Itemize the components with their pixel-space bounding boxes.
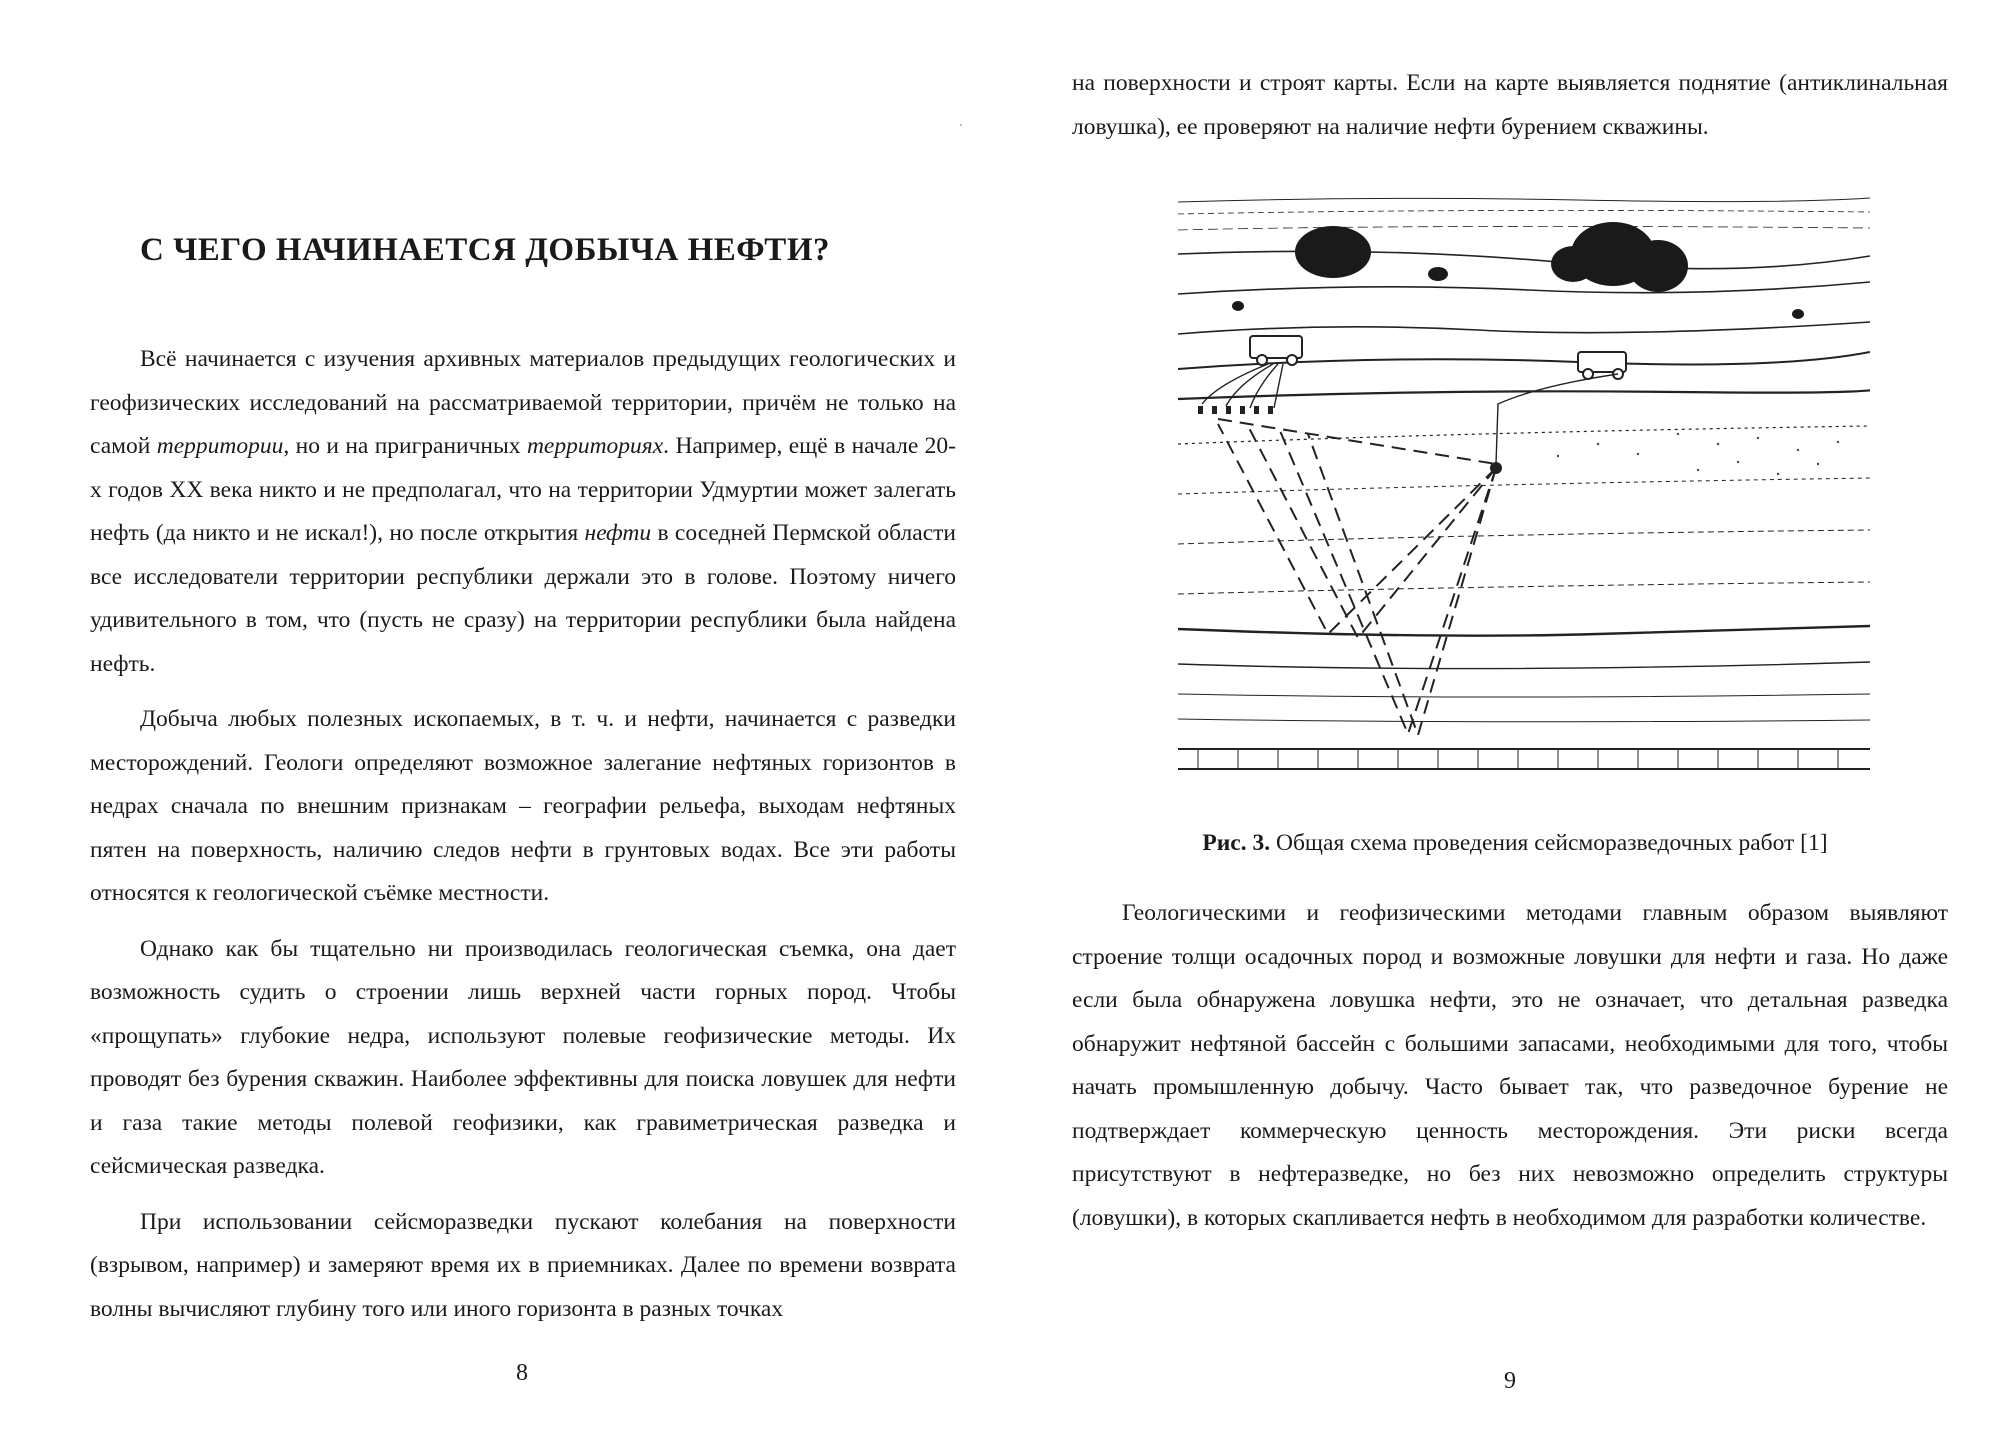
seismic-diagram-illustration [1178,194,1870,790]
text-run: . Например, ещё в начале 20-х годов XX века никто и не предполагал, что на территории Удмуртии может залегать нефть (да никто и не искал!), но после открытия [90,433,956,546]
text-run: в соседней Пермской области все исследователи территории республики держали это в голове. Поэтому ничего удивительного в том, что (пусть не сразу) на территории республики была найдена нефть. [90,520,956,677]
seismic-survey-figure [1178,194,1870,790]
chapter-heading: С ЧЕГО НАЧИНАЕТСЯ ДОБЫЧА НЕФТИ? [140,232,830,268]
italic-run: территориях [526,433,664,459]
left-body-text [90,338,956,1343]
caption-label: Рис. 3. [1202,830,1271,856]
caption-text: Общая схема проведения сейсморазведочных работ [1] [1270,830,1828,856]
right-top-text [1072,62,1948,149]
scan-speck [960,124,962,126]
continued-paragraph: на поверхности и строят карты. Если на карте выявляется поднятие (антиклинальная ловушка), ее проверяют на наличие нефти бурением скважины. [1072,70,1948,140]
text-run: Всё начинается с изучения архивных материалов предыдущих геологических и геофизических исследований на рассматриваемой территории, причём не только на самой [90,346,956,459]
page-number-left: 8 [516,1360,528,1386]
right-page [1000,0,2000,1438]
italic-run: территории [156,433,284,459]
right-bottom-text [1072,892,1948,1240]
paragraph-1 [90,338,956,686]
paragraph-2: Добыча любых полезных ископаемых, в т. ч. и нефти, начинается с разведки месторождений. Геологи определяют возможное залегание нефтяных горизонтов в недрах сначала по внешним признакам – географии рельефа, выходам нефтяных пятен на поверхность, наличию следов нефти в грунтовых водах. Все эти работы относятся к геологической съёмке местности. [90,706,956,906]
page-number-right: 9 [1504,1368,1516,1394]
paragraph-3: Однако как бы тщательно ни производилась геологическая съемка, она дает возможность судить о строении лишь верхней части горных пород. Чтобы «прощупать» глубокие недра, используют полевые геофизические методы. Их проводят без бурения скважин. Наиболее эффективны для поиска ловушек для нефти и газа такие методы полевой геофизики, как гравиметрическая разведка и сейсмическая разведка. [90,935,956,1179]
italic-run: нефти [584,520,652,546]
figure-caption [1080,830,1950,857]
paragraph-5: Геологическими и геофизическими методами главным образом выявляют строение толщи осадочных пород и возможные ловушки для нефти и газа. Но даже если была обнаружена ловушка нефти, это не означает, что детальная разведка обнаружит нефтяной бассейн с большими запасами, необходимыми для того, чтобы начать промышленную добычу. Часто бывает так, что разведочное бурение не подтверждает коммерческую ценность месторождения. Эти риски всегда присутствуют в нефтеразведке, но без них невозможно определить структуры (ловушки), в которых скапливается нефть в необходимом для разработки количестве. [1072,900,1948,1231]
paragraph-4: При использовании сейсморазведки пускают колебания на поверхности (взрывом, например) и замеряют время их в приемниках. Далее по времени возврата волны вычисляют глубину того или иного горизонта в разных точках [90,1208,956,1322]
text-run: , но и на приграничных [283,433,527,459]
